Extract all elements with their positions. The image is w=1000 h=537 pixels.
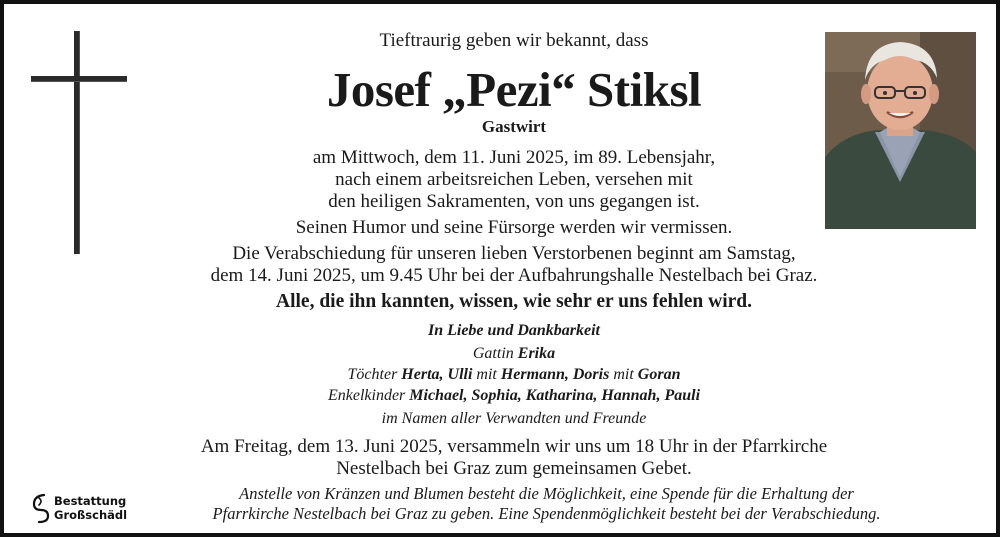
grandchildren-names: Michael, Sophia, Katharina, Hannah, Pauli [409, 387, 701, 404]
spouse-line [164, 344, 864, 364]
logo-line-1: Bestattung [54, 494, 127, 508]
logo-line-2: Großschädl [54, 508, 128, 522]
spouse-label: Gattin [472, 345, 514, 362]
body-line: am Mittwoch, dem 11. Juni 2025, im 89. Lebensjahr, [312, 147, 716, 168]
funeral-home-logo [30, 492, 140, 526]
occupation: Gastwirt [481, 117, 547, 136]
partner-names: Hermann, Doris [500, 366, 610, 383]
grandchildren-line [164, 386, 864, 406]
partner-name: Goran [637, 366, 681, 383]
daughters-label: Töchter [347, 366, 398, 383]
farewell-line: dem 14. Juni 2025, um 9.45 Uhr bei der Aufbahrungshalle Nestelbach bei Graz. [210, 265, 818, 286]
donation-note: Pfarrkirche Nestelbach bei Graz zu geben. Eine Spendenmöglichkeit besteht bei der Verabschiedung. [212, 504, 881, 523]
farewell-line: Die Verabschiedung für unseren lieben Verstorbenen beginnt am Samstag, [232, 243, 796, 264]
donation-note: Anstelle von Kränzen und Blumen besteht die Möglichkeit, eine Spende für die Erhaltung der [239, 484, 854, 503]
spouse-name: Erika [517, 345, 556, 362]
with-text: mit [476, 366, 497, 383]
body-line: Seinen Humor und seine Fürsorge werden wir vermissen. [295, 217, 733, 238]
daughter-names: Herta, Ulli [401, 366, 473, 383]
prayer-line: Am Freitag, dem 13. Juni 2025, versammeln wir uns um 18 Uhr in der Pfarrkirche [200, 436, 828, 457]
family-heading: In Liebe und Dankbarkeit [427, 322, 600, 339]
funeral-home-logo-icon [30, 492, 52, 524]
relatives-line: im Namen aller Verwandten und Freunde [381, 410, 647, 427]
grandchildren-label: Enkelkinder [327, 387, 406, 404]
intro-text: Tieftraurig geben wir bekannt, dass [379, 30, 649, 51]
with-text: mit [613, 366, 634, 383]
cross-icon [31, 31, 127, 254]
prayer-line: Nestelbach bei Graz zum gemeinsamen Gebet. [336, 458, 692, 479]
highlight-sentence: Alle, die ihn kannten, wissen, wie sehr er uns fehlen wird. [276, 291, 752, 312]
body-line: nach einem arbeitsreichen Leben, versehen mit [335, 169, 693, 190]
daughters-line [164, 365, 864, 385]
body-line: den heiligen Sakramenten, von uns gegangen ist. [328, 191, 700, 212]
deceased-name: Josef „Pezi“ Stiksl [326, 62, 702, 117]
